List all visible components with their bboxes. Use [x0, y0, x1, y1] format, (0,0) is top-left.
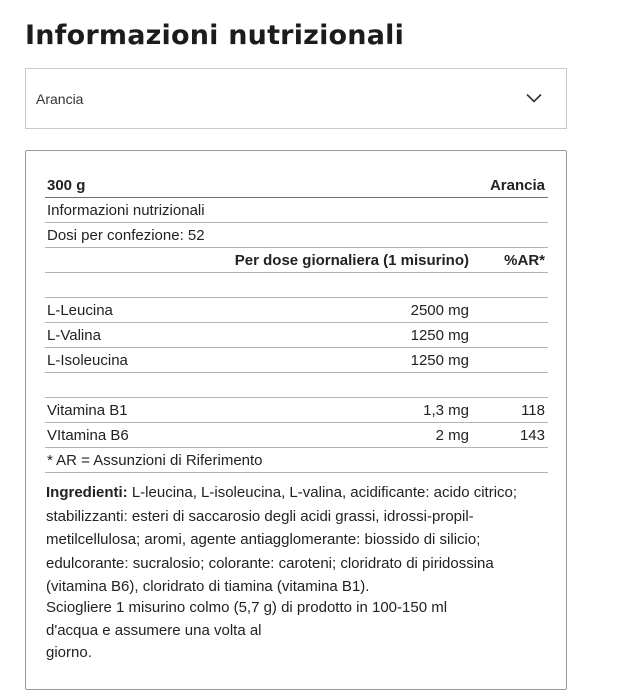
nutrient-amount: 1250 mg	[410, 327, 469, 344]
directions-line: d'acqua e assumere una volta al	[46, 621, 262, 639]
table-spacer	[45, 273, 548, 298]
chevron-down-icon	[526, 93, 542, 103]
column-header-row	[45, 248, 548, 273]
footnote: * AR = Assunzioni di Riferimento	[47, 452, 263, 469]
info-row	[45, 198, 548, 223]
nutrition-panel	[25, 150, 567, 690]
nutrient-amount: 1250 mg	[410, 352, 469, 369]
nutrient-amount: 2 mg	[435, 427, 469, 444]
table-row	[45, 348, 548, 373]
nutrient-amount: 2500 mg	[410, 302, 469, 319]
nutrient-amount: 1,3 mg	[423, 402, 469, 419]
ingredients-list: L-leucina, L-isoleucina, L-valina, acidificante: acido citrico; stabilizzanti: esteri di saccarosio degli acidi grassi, idrossi-propil-metilcellulosa; aromi, agente antiagglomerante: biossido di silicio; edulcorante: sucralosio; colorante: caroteni; cloridrato di piridossina (vitamina B6), cloridrato di tiamina (vitamina B1).	[46, 484, 518, 595]
table-row	[45, 323, 548, 348]
ingredients-text	[46, 481, 546, 599]
table-row	[45, 298, 548, 323]
ingredients-label: Ingredienti:	[46, 484, 128, 501]
servings-row	[45, 223, 548, 248]
nutrient-name: VItamina B6	[47, 427, 129, 444]
per-dose-header: Per dose giornaliera (1 misurino)	[234, 252, 469, 269]
nutrient-ar: 143	[519, 427, 545, 444]
nutrient-name: L-Valina	[47, 327, 101, 344]
flavor-label: Arancia	[489, 177, 545, 194]
table-row	[45, 398, 548, 423]
nutrient-name: Vitamina B1	[47, 402, 128, 419]
directions-line: giorno.	[46, 644, 92, 661]
nutrition-table	[45, 173, 548, 473]
table-spacer	[45, 373, 548, 398]
table-header-row	[45, 173, 548, 198]
footnote-row	[45, 448, 548, 473]
package-size: 300 g	[47, 177, 86, 194]
nutrient-name: L-Isoleucina	[47, 352, 128, 369]
flavor-select[interactable]	[25, 68, 567, 129]
info-label: Informazioni nutrizionali	[47, 202, 205, 219]
ar-header: %AR*	[504, 252, 545, 269]
page-title: Informazioni nutrizionali	[25, 20, 405, 51]
nutrient-ar: 118	[521, 402, 545, 419]
nutrient-name: L-Leucina	[47, 302, 113, 319]
directions-line: Sciogliere 1 misurino colmo (5,7 g) di prodotto in 100-150 ml	[46, 599, 448, 616]
table-row	[45, 423, 548, 448]
servings-label: Dosi per confezione: 52	[47, 227, 205, 244]
flavor-select-value: Arancia	[36, 91, 84, 107]
directions-text	[46, 597, 516, 665]
